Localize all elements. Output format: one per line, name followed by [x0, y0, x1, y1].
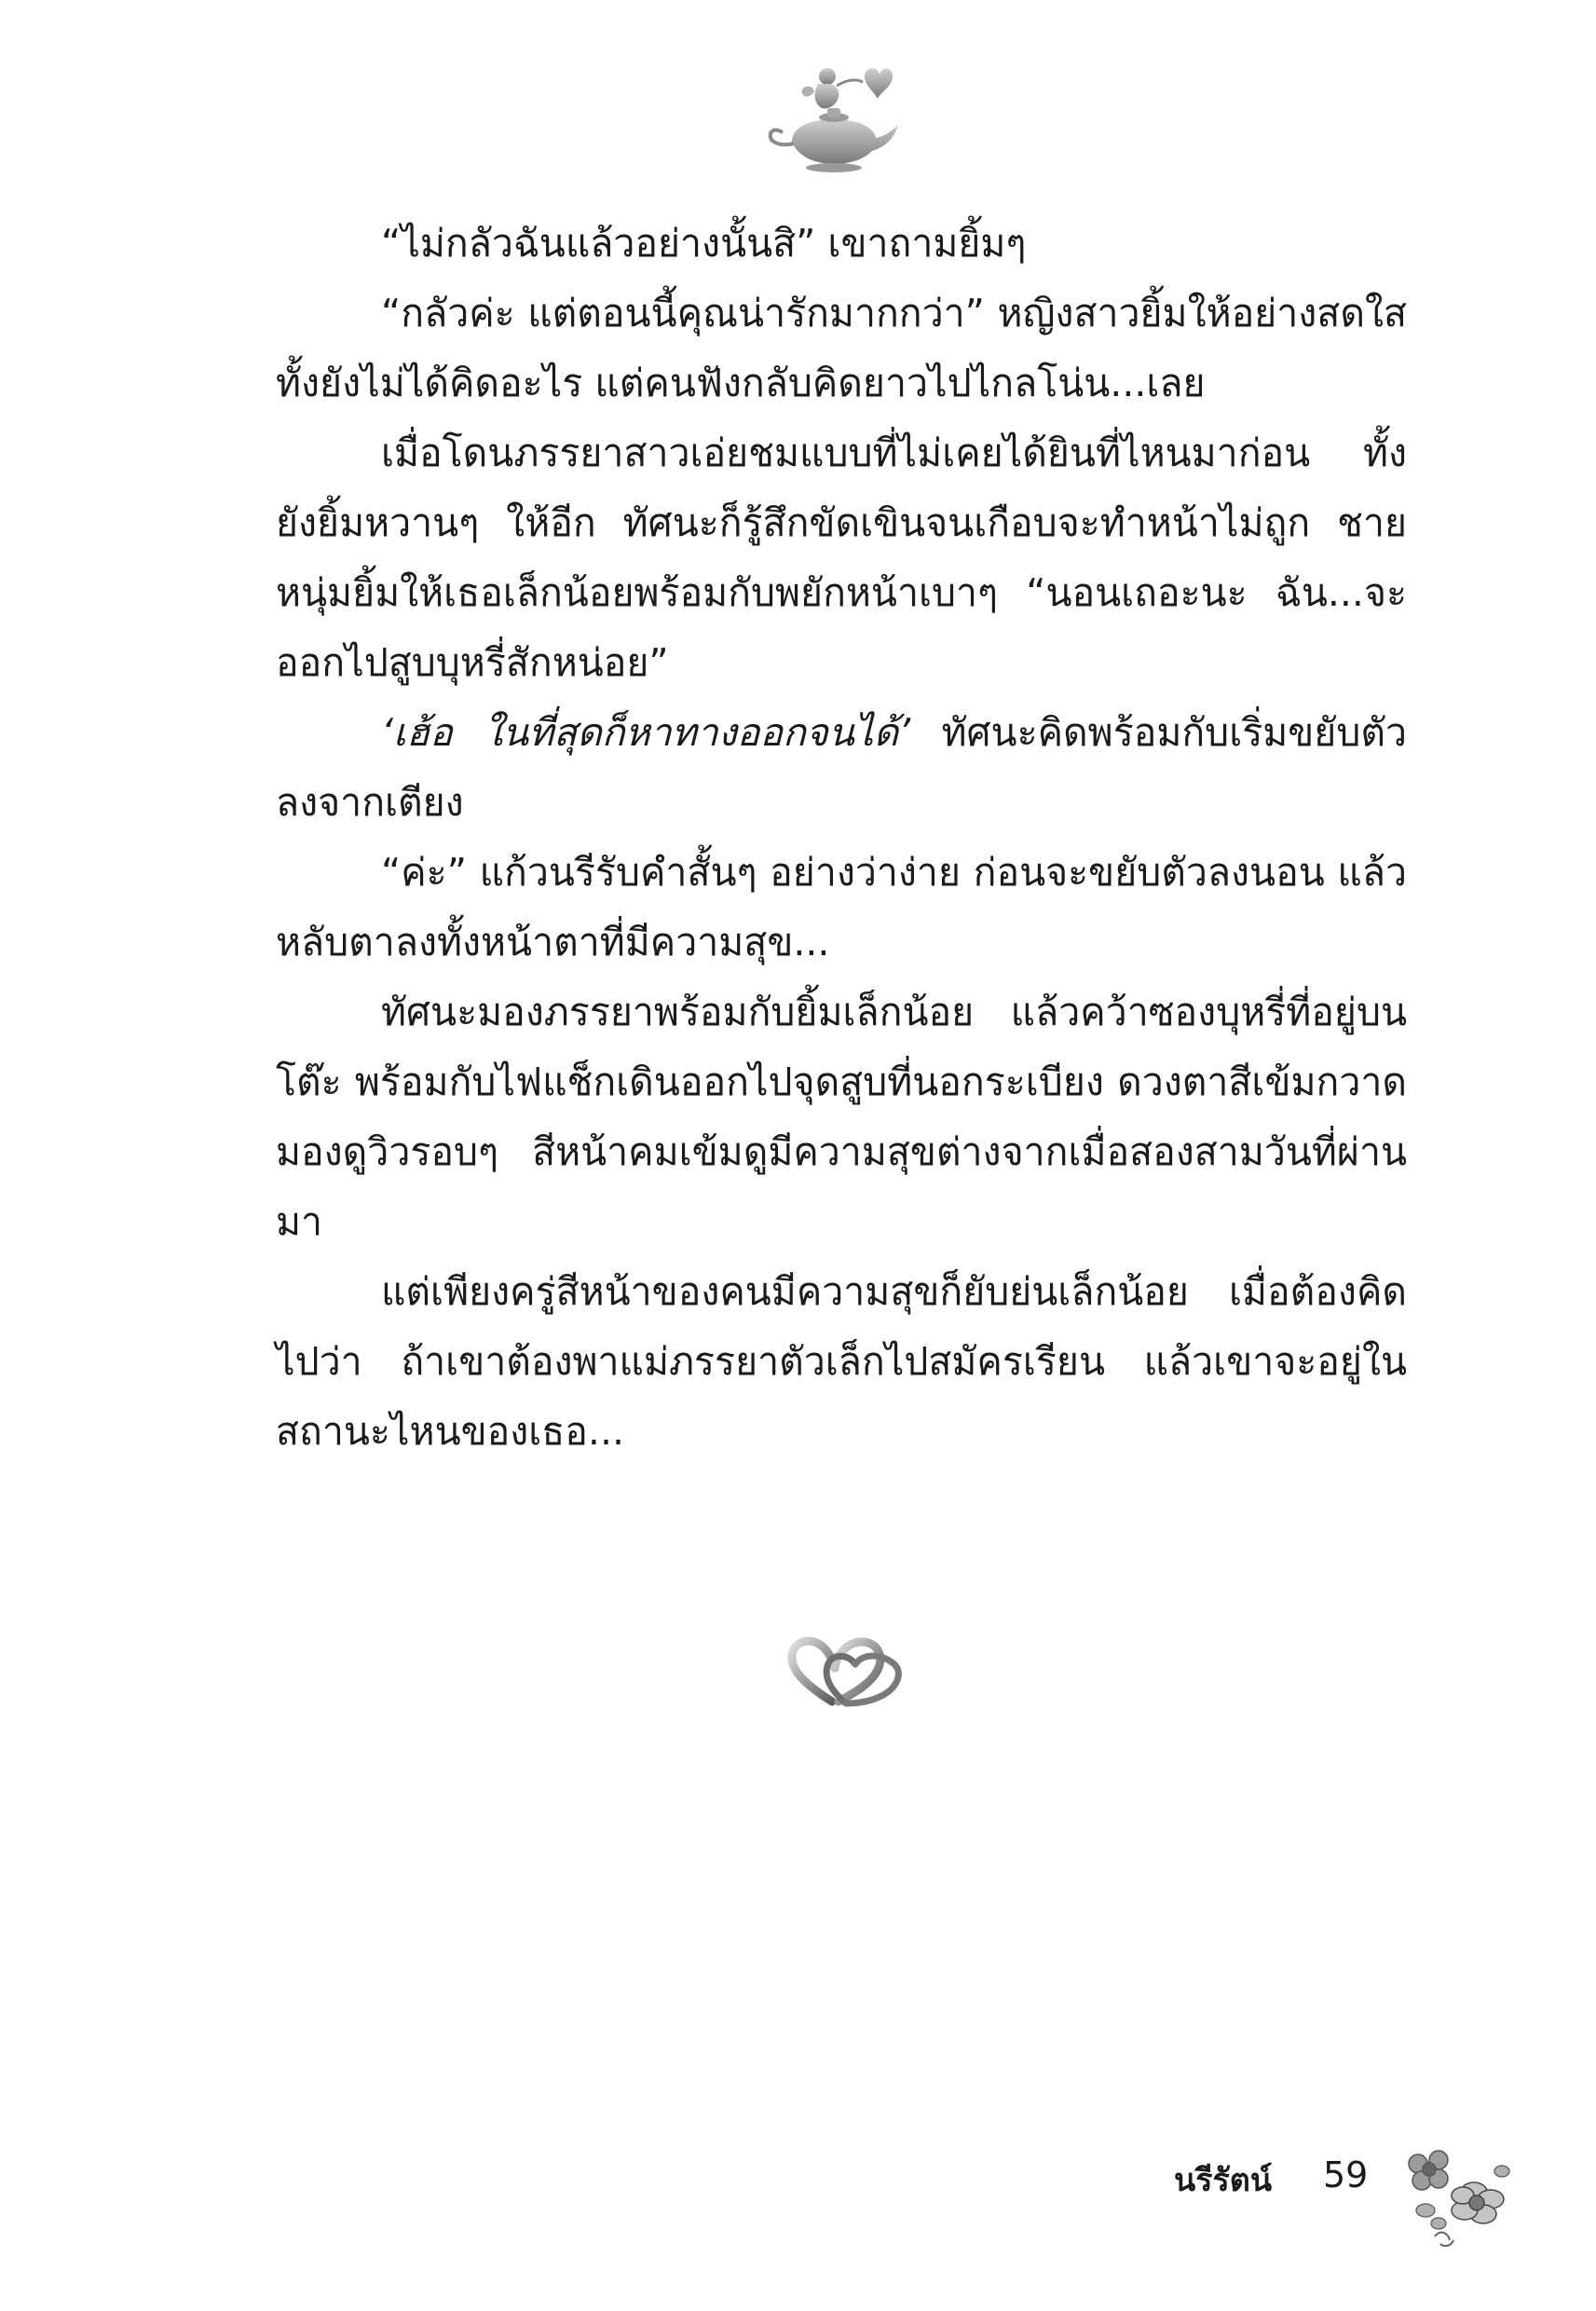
- paragraph: [276, 279, 1407, 418]
- paragraph-text: แต่เพียงครู่สีหน้าของคนมีความสุขก็ยับย่นเล็กน้อย เมื่อต้องคิดไปว่า ถ้าเขาต้องพาแม่ภรรยาตัวเล็กไปสมัครเรียน แล้วเขาจะอยู่ในสถานะไหนของเธอ...: [276, 1269, 1407, 1454]
- paragraph-text: เมื่อโดนภรรยาสาวเอ่ยชมแบบที่ไม่เคยได้ยินที่ไหนมาก่อน ทั้งยังยิ้มหวานๆ ให้อีก ทัศนะก็รู้สึกขัดเขินจนเกือบจะทำหน้าไม่ถูก ชายหนุ่มยิ้มให้เธอเล็กน้อยพร้อมกับพยักหน้าเบาๆ “นอนเถอะนะ ฉัน...จะออกไปสูบบุหรี่สักหน่อย”: [276, 431, 1407, 685]
- chapter-body: [276, 209, 1407, 1467]
- page-number: 59: [1323, 2154, 1369, 2195]
- paragraph: [276, 418, 1407, 698]
- paragraph-text: “ค่ะ” แก้วนรีรับคำสั้นๆ อย่างว่าง่าย ก่อนจะขยับตัวลงนอน แล้วหลับตาลงทั้งหน้าตาที่มีความสุข...: [276, 850, 1407, 964]
- paragraph: [276, 209, 1407, 279]
- paragraph-text: “ไม่กลัวฉันแล้วอย่างนั้นสิ” เขาถามยิ้มๆ: [381, 221, 1027, 266]
- paragraph: [276, 1257, 1407, 1467]
- book-title: นรีรัตน์: [1174, 2162, 1273, 2199]
- flower-cluster-icon: [1398, 2143, 1519, 2255]
- paragraph: [276, 698, 1407, 838]
- page-footer: [1174, 2143, 1565, 2274]
- paragraph: [276, 978, 1407, 1257]
- paragraph-text: ทัศนะคิดพร้อมกับเริ่มขยับตัวลงจากเตียง: [276, 710, 1407, 825]
- linked-hearts-icon: [781, 1627, 911, 1711]
- paragraph-text: “กลัวค่ะ แต่ตอนนี้คุณน่ารักมากกว่า” หญิงสาวยิ้มให้อย่างสดใส ทั้งยังไม่ได้คิดอะไร แต่คนฟังกลับคิดยาวไปไกลโน่น...เลย: [276, 291, 1407, 405]
- cupid-teapot-ornament-icon: [764, 56, 904, 177]
- paragraph: [276, 838, 1407, 978]
- inner-thought-text: ‘เฮ้อ ในที่สุดก็หาทางออกจนได้’: [381, 710, 911, 755]
- paragraph-text: ทัศนะมองภรรยาพร้อมกับยิ้มเล็กน้อย แล้วคว้าซองบุหรี่ที่อยู่บนโต๊ะ พร้อมกับไฟแช็กเดินออกไปจุดสูบที่นอกระเบียง ดวงตาสีเข้มกวาดมองดูวิวรอบๆ สีหน้าคมเข้มดูมีความสุขต่างจากเมื่อสองสามวันที่ผ่านมา: [276, 990, 1407, 1244]
